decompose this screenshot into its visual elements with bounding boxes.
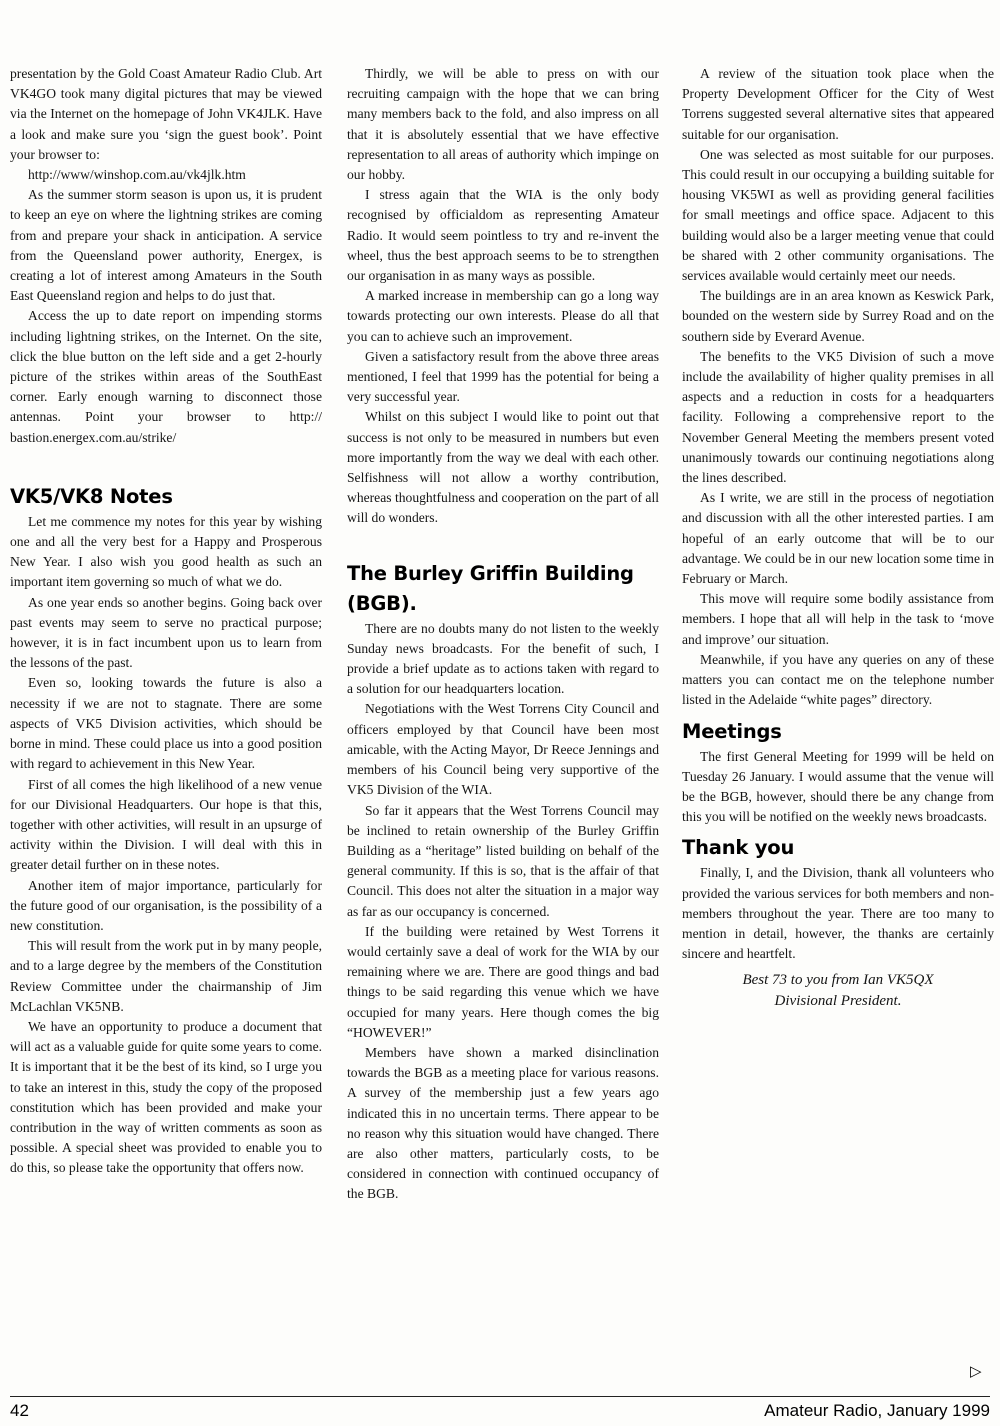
paragraph: This will result from the work put in by many people, and to a large degree by the members of the Constitution Review Committee under the chairmanship of Jim McLachlan VK5NB. bbox=[10, 938, 322, 1014]
paragraph: As the summer storm season is upon us, it is prudent to keep an eye on where the lightning strikes are coming from and prepare your shack in anticipation. A service from the Queensland power authority, Energex, is creating a lot of interest among Amateurs in the South East Queensland region and helps to do just that. bbox=[10, 187, 322, 304]
paragraph: If the building were retained by West Torrens it would certainly save a deal of work for the WIA by our remaining where we are. There are good things and bad things to be said regarding this venue which we have occupied for many years. Here though comes the big “HOWEVER!” bbox=[347, 923, 659, 1040]
paragraph: The buildings are in an area known as Keswick Park, bounded on the western side by Surrey Road and on the southern side by Everard Avenue. bbox=[682, 288, 994, 344]
paragraph: There are no doubts many do not listen to the weekly Sunday news broadcasts. For the benefit of such, I provide a brief update as to actions taken with regard to a solution for our headquarters location. bbox=[347, 620, 659, 697]
signoff-line-1: Best 73 to you from Ian VK5QX bbox=[742, 972, 934, 989]
paragraph: Let me commence my notes for this year by wishing one and all the very best for a Happy and Prosperous New Year. I also wish you good health as such an important item governing so much of what we do. bbox=[10, 513, 322, 590]
footer-title: Amateur Radio, January 1999 bbox=[764, 1401, 990, 1420]
paragraph: presentation by the Gold Coast Amateur Radio Club. Art VK4GO took many digital pictures that may be viewed via the Internet on the homepage of John VK4JLK. Have a look and make sure you ‘sign the guest book’. Point your browser to: bbox=[10, 66, 322, 162]
paragraph: The benefits to the VK5 Division of such a move include the availability of higher quality premises in all aspects and a reduction in costs for a headquarters facility. Following a comprehensive report to the November General Meeting the members present voted unanimously towards our continuing negotiations along the lines described. bbox=[682, 348, 994, 486]
paragraph: Even so, looking towards the future is also a necessity if we are not to stagnate. There are some aspects of VK5 Division activities, which should be borne in mind. These could place us into a good position with regard to achievement in this New Year. bbox=[10, 675, 322, 772]
paragraph: The first General Meeting for 1999 will be held on Tuesday 26 January. I would assume that the venue will be the BGB, however, should there be any change from this you will be notified on the weekly news broadcasts. bbox=[682, 748, 994, 825]
paragraph: A review of the situation took place when the Property Development Officer for the City of West Torrens suggested several alternative sites that appeared suitable for our organisation. bbox=[682, 66, 994, 142]
signoff-line-2: Divisional President. bbox=[774, 993, 902, 1010]
column-3 bbox=[682, 64, 994, 1012]
paragraph: We have an opportunity to produce a document that will act as a valuable guide for quite some years to come. It is important that it be the best of its kind, so I urge you to take an interest in this, study the copy of the proposed constitution which has been provided and make your contribution in the way of written comments as soon as possible. A special sheet was provided to enable you to do this, so please take the opportunity that offers now. bbox=[10, 1018, 322, 1176]
paragraph: Meanwhile, if you have any queries on any of these matters you can contact me on the telephone number listed in the Adelaide “white pages” directory. bbox=[682, 651, 994, 708]
column-2 bbox=[347, 64, 659, 1205]
paragraph: Another item of major importance, particularly for the future good of our organisation, is the possibility of a new constitution. bbox=[10, 877, 322, 933]
page-number: 42 bbox=[10, 1401, 29, 1420]
vk5-notes-heading: VK5/VK8 Notes bbox=[10, 484, 173, 508]
paragraph: Access the up to date report on impending storms including lightning strikes, on the Internet. On the site, click the blue button on the left side and a get 2-hourly picture of the strikes within areas of the SouthEast corner. Early enough warning to disconnect those antennas. Point your browser to http:// bastion.energex.com.au/strike/ bbox=[10, 308, 322, 445]
paragraph: First of all comes the high likelihood of a new venue for our Divisional Headquarters. Our hope is that this, together with other activities, will result in an upsurge of activity within the Division. I will deal with this in greater detail further on in these notes. bbox=[10, 776, 322, 873]
column-1 bbox=[10, 64, 322, 1179]
paragraph: This move will require some bodily assistance from members. I hope that all will help in the task to ‘move and improve’ our situation. bbox=[682, 591, 994, 647]
paragraph: As one year ends so another begins. Going back over past events may seem to serve no practical purpose; however, it is in fact incumbent upon us to learn from the lessons of the past. bbox=[10, 594, 322, 671]
url-line: http://www/winshop.com.au/vk4jlk.htm bbox=[28, 167, 246, 183]
bgb-heading: The Burley Griffin Building (BGB). bbox=[347, 561, 634, 615]
continue-arrow-icon: ▷ bbox=[970, 1362, 982, 1380]
paragraph: Whilst on this subject I would like to point out that success is not only to be measured in numbers but even more importantly from the way we deal with each other. Selfishness will not allow a worthy contribution, whereas thoughtfulness and cooperation on the part of all will do wonders. bbox=[347, 409, 659, 526]
paragraph: Negotiations with the West Torrens City Council and officers employed by that Council have been most amicable, with the Acting Mayor, Dr Reece Jennings and members of his Council being very supportive of the VK5 Division of the WIA. bbox=[347, 701, 659, 798]
paragraph: Thirdly, we will be able to press on with our recruiting campaign with the hope that we can bring many members back to the fold, and also impress on all that it is absolutely essential that we have effective representation to all areas of authority which impinge on our hobby. bbox=[347, 66, 659, 183]
paragraph: Finally, I, and the Division, thank all volunteers who provided the various services for both members and non-members throughout the year. There are too many to mention in detail, however, the thanks are certainly sincere and heartfelt. bbox=[682, 865, 994, 962]
paragraph: I stress again that the WIA is the only body recognised by officialdom as representing Amateur Radio. It would seem pointless to try and re-invent the wheel, thus the best approach seems to be to strengthen our organisation in as many ways as possible. bbox=[347, 187, 659, 284]
thank-you-heading: Thank you bbox=[682, 836, 795, 860]
paragraph: One was selected as most suitable for our purposes. This could result in our occupying a building suitable for housing VK5WI as well as providing general facilities for small meetings and office space. Adjacent to this building would also be a larger meeting venue that could be shared with 2 other community organisations. The services available would certainly meet our needs. bbox=[682, 146, 994, 284]
paragraph: As I write, we are still in the process of negotiation and discussion with all the other interested parties. I am hopeful of an early outcome that will be to our advantage. We could be in our new location some time in February or March. bbox=[682, 490, 994, 587]
paragraph: A marked increase in membership can go a long way towards protecting our own interests. Please do all that you can to achieve such an improvement. bbox=[347, 288, 659, 344]
paragraph: So far it appears that the West Torrens Council may be inclined to retain ownership of the Burley Griffin Building as a “heritage” listed building on behalf of the general community. If this is so, that is the affair of that Council. This does not alter the situation in a major way as far as our occupancy is concerned. bbox=[347, 802, 659, 919]
footer-rule bbox=[10, 1396, 990, 1397]
paragraph: Given a satisfactory result from the above three areas mentioned, I feel that 1999 has the potential for being a very successful year. bbox=[347, 348, 659, 405]
paragraph: Members have shown a marked disinclination towards the BGB as a meeting place for various reasons. A survey of the membership just a few years ago indicated this in no uncertain terms. There appear to be no reason why this situation would have changed. There are also other matters, particularly costs, to be considered in connection with continued occupancy of the BGB. bbox=[347, 1044, 659, 1202]
signoff bbox=[682, 970, 994, 1012]
meetings-heading: Meetings bbox=[682, 719, 782, 743]
